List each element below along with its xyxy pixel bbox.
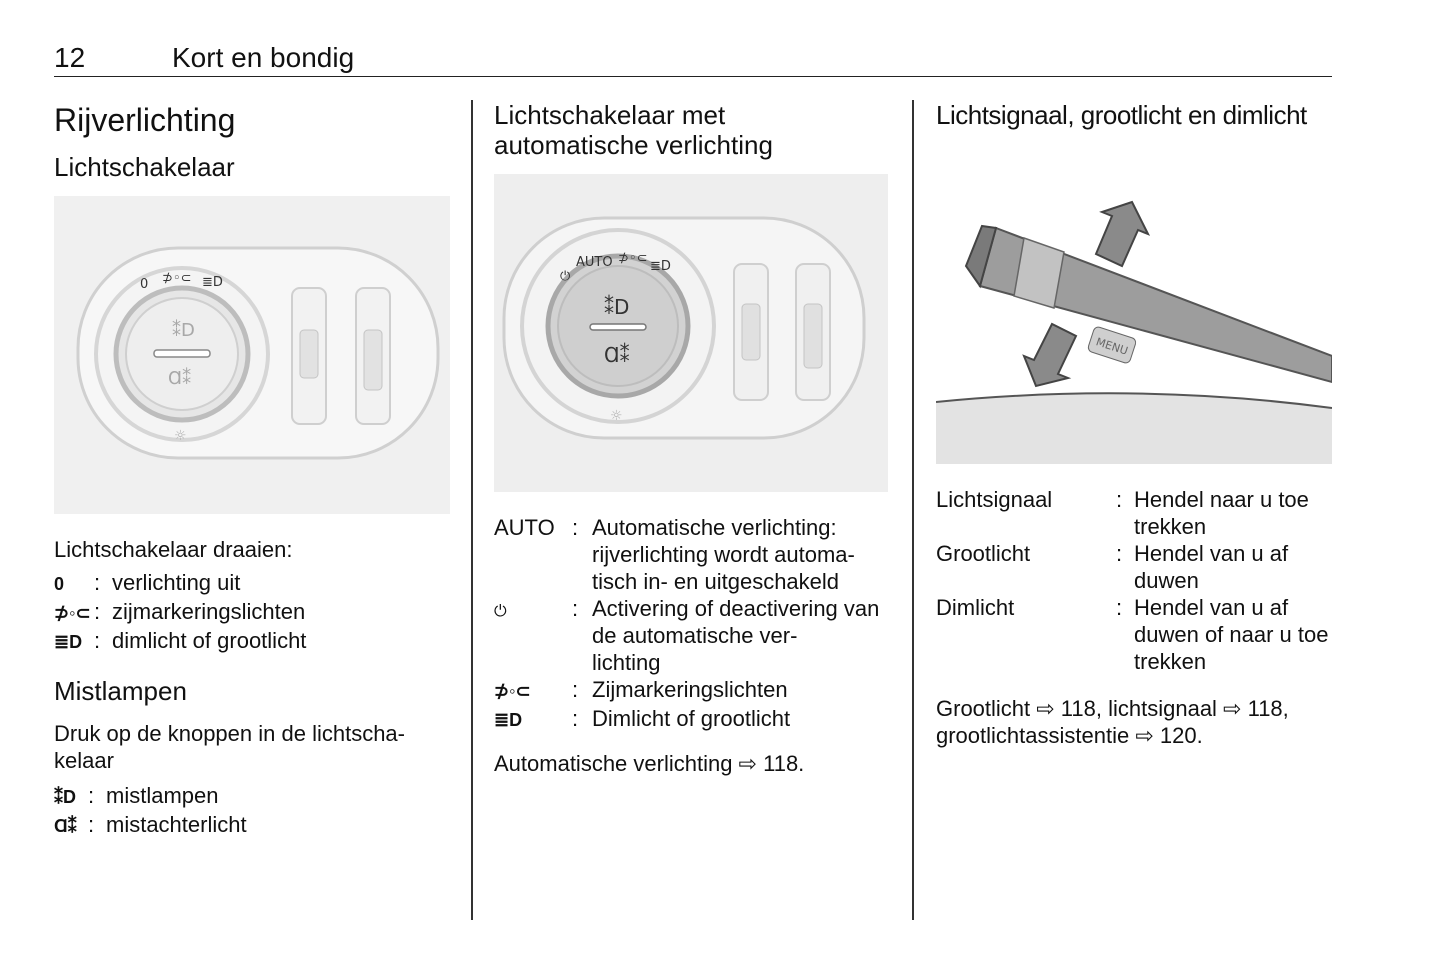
dial-label: 0 (140, 277, 149, 292)
fog-light-icon: ⁑D (54, 787, 76, 807)
legend-separator: : (1116, 487, 1123, 512)
column-light-signal (936, 96, 1332, 749)
page-number: 12 (54, 42, 86, 73)
legend-row (54, 598, 450, 627)
auto-switch-illustration (494, 174, 888, 492)
stalk-illustration (936, 146, 1332, 464)
legend-term: Grootlicht (936, 541, 1031, 566)
legend-separator: : (1116, 595, 1123, 620)
power-icon: ⏻ (494, 603, 507, 620)
legend-term: Lichtsignaal (936, 487, 1053, 512)
fog-light-icon: ⁑D (172, 320, 195, 341)
legend-row (936, 540, 1332, 594)
fog-light-icon: ⁑D (604, 295, 630, 319)
low-beam-icon: ≣D (54, 632, 83, 652)
subheading-auto: Lichtschakelaar met automatische verlichting (494, 100, 773, 160)
auto-legend (494, 514, 888, 734)
auto-label: AUTO (494, 515, 555, 540)
switch-legend (54, 569, 450, 656)
legend-row (494, 676, 888, 705)
column-divider (471, 100, 473, 920)
section-title: Kort en bondig (172, 42, 355, 73)
reference-link[interactable]: Automatische verlichting ⇨ 118. (494, 751, 805, 776)
legend-text: Hendel van u af duwen (1134, 541, 1289, 593)
legend-separator: : (88, 812, 95, 837)
light-switch-figure (54, 196, 450, 514)
dial-label: AUTO (576, 255, 613, 270)
legend-text: verlichting uit (112, 570, 241, 595)
subheading-signal: Lichtsignaal, grootlicht en dimlicht (936, 100, 1307, 130)
legend-separator: : (1116, 541, 1123, 566)
page-header (54, 40, 1332, 77)
column-rijverlichting (54, 96, 450, 840)
side-marker-icon: ⊅◦⊂ (494, 681, 531, 701)
fog-legend (54, 782, 450, 840)
light-switch-illustration (54, 196, 450, 514)
signal-legend (936, 486, 1332, 675)
legend-separator: : (88, 783, 95, 808)
legend-separator: : (94, 570, 101, 595)
legend-separator: : (572, 515, 579, 540)
dial-label: ⏻ (560, 269, 571, 284)
stalk-figure (936, 146, 1332, 464)
low-beam-icon: ≣D (494, 710, 523, 730)
legend-text: Dimlicht of grootlicht (592, 706, 791, 731)
subheading-mistlampen: Mistlampen (54, 676, 187, 706)
legend-text: Hendel van u af duwen of naar u toe trekken (1134, 595, 1329, 674)
column-divider (912, 100, 914, 920)
legend-row (936, 486, 1332, 540)
dial-label: ≣D (650, 259, 671, 274)
dial-label: ⊅◦⊂ (618, 251, 648, 266)
dial-label: ≣D (202, 275, 223, 290)
rear-fog-icon: Ɑ⁑ (54, 816, 77, 836)
subheading-lichtschakelaar: Lichtschakelaar (54, 152, 235, 182)
legend-row (54, 627, 450, 656)
sun-icon: ☼ (174, 428, 187, 444)
legend-separator: : (572, 596, 579, 621)
legend-separator: : (94, 628, 101, 653)
legend-text: mistachterlicht (106, 812, 247, 837)
sun-icon: ☼ (610, 408, 623, 424)
legend-text: mistlampen (106, 783, 219, 808)
legend-separator: : (94, 599, 101, 624)
legend-separator: : (572, 677, 579, 702)
legend-term: Dimlicht (936, 595, 1015, 620)
legend-text: Automatische verlichting: rijverlichting wordt automa- tisch in- en uitgeschakeld (592, 515, 855, 594)
off-icon: 0 (54, 574, 65, 594)
legend-separator: : (572, 706, 579, 731)
legend-row (494, 595, 888, 676)
legend-row (936, 594, 1332, 675)
legend-text: Activering of deactivering van de automatische ver- lichting (592, 596, 880, 675)
dial-label: ⊅◦⊂ (162, 271, 192, 286)
instruction-text: Lichtschakelaar draaien: (54, 537, 293, 562)
legend-row (54, 782, 450, 811)
column-auto-lighting (494, 96, 888, 777)
legend-text: dimlicht of grootlicht (112, 628, 307, 653)
legend-text: zijmarkeringslichten (112, 599, 306, 624)
page-heading: Rijverlichting (54, 102, 236, 138)
rear-fog-icon: Ɑ⁑ (168, 368, 192, 389)
legend-row (494, 705, 888, 734)
legend-row (54, 811, 450, 840)
auto-switch-figure (494, 174, 888, 492)
fog-text: Druk op de knoppen in de lichtscha- kelaar (54, 721, 405, 773)
legend-row (494, 514, 888, 595)
menu-button-label: MENU (1094, 335, 1130, 358)
rear-fog-icon: Ɑ⁑ (604, 343, 630, 367)
legend-text: Zijmarkeringslichten (592, 677, 788, 702)
side-marker-icon: ⊅◦⊂ (54, 603, 91, 623)
legend-text: Hendel naar u toe trekken (1134, 487, 1309, 539)
reference-links[interactable]: Grootlicht ⇨ 118, lichtsignaal ⇨ 118, grootlichtassistentie ⇨ 120. (936, 696, 1289, 748)
legend-row (54, 569, 450, 598)
